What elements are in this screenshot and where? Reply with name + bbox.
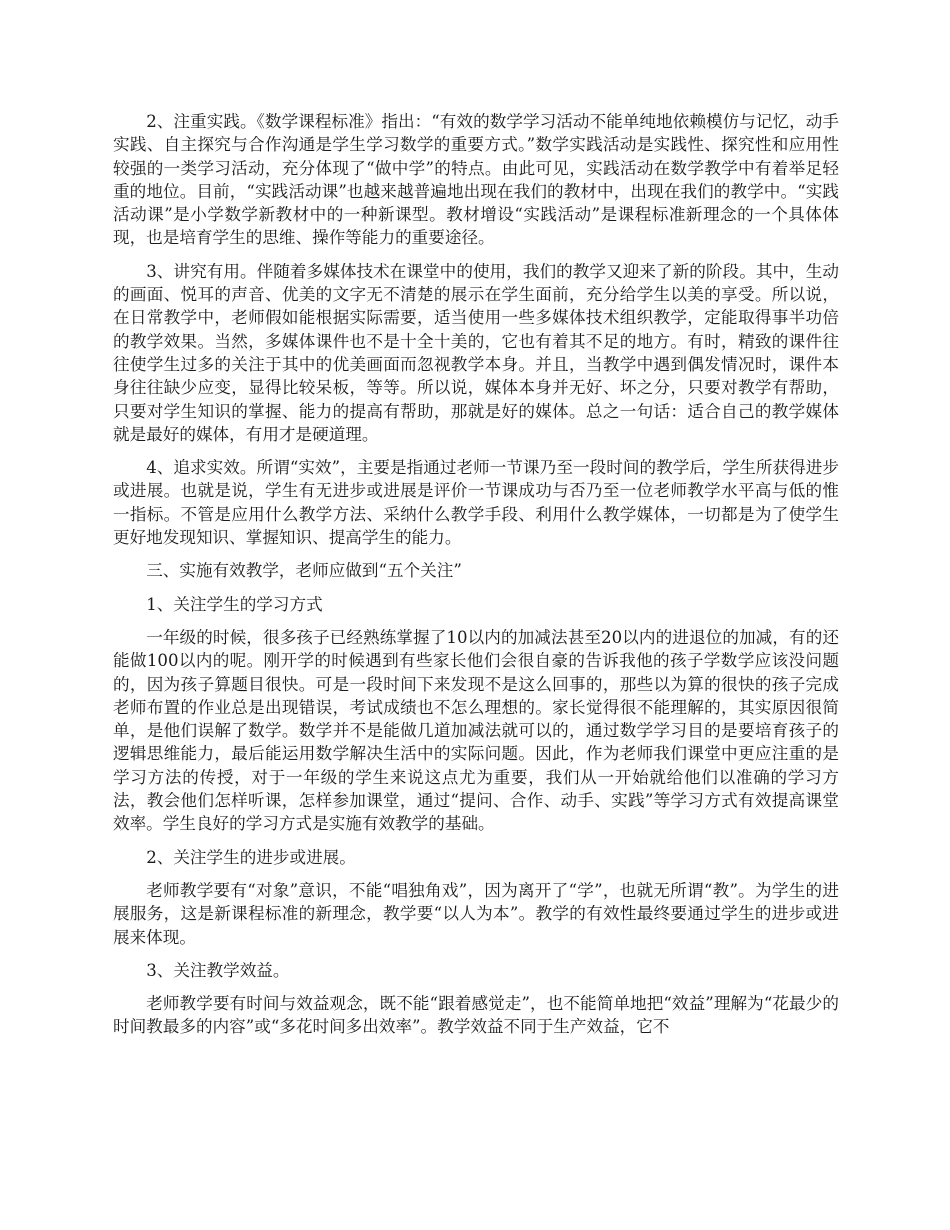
- document-body: [113, 110, 839, 1049]
- subheading-learning-methods: 1、关注学生的学习方式: [146, 594, 323, 614]
- section-heading-five-focuses: 三、实施有效教学，老师应做到“五个关注”: [146, 561, 462, 581]
- paragraph-usefulness: 3、讲究有用。伴随着多媒体技术在课堂中的使用，我们的教学又迎来了新的阶段。其中，生动的画面、悦耳的声音、优美的文字无不清楚的展示在学生面前，充分给学生以美的享受。所以说，在日常教学中，老师假如能根据实际需要，适当使用一些多媒体技术组织教学，定能取得事半功倍的教学效果。当然，多媒体课件也不是十全十美的，它也有着其不足的地方。有时，精致的课件往往使学生过多的关注于其中的优美画面而忽视教学本身。并且，当教学中遇到偶发情况时，课件本身往往缺少应变，显得比较呆板，等等。所以说，媒体本身并无好、坏之分，只要对教学有帮助，只要对学生知识的掌握、能力的提高有帮助，那就是好的媒体。总之一句话：适合自己的教学媒体就是最好的媒体，有用才是硬道理。: [113, 261, 839, 444]
- paragraph-practice: 2、注重实践。《数学课程标准》指出：“有效的数学学习活动不能单纯地依赖模仿与记忆，动手实践、自主探究与合作沟通是学生学习数学的重要方式。”数学实践活动是实践性、探究性和应用性较强的一类学习活动，充分体现了“做中学”的特点。由此可见，实践活动在数学教学中有着举足轻重的地位。目前，“实践活动课”也越来越普遍地出现在我们的教材中，出现在我们的教学中。“实践活动课”是小学数学新教材中的一种新课型。教材增设“实践活动”是课程标准新理念的一个具体体现，也是培育学生的思维、操作等能力的重要途径。: [113, 112, 839, 248]
- paragraph-learning-methods: 一年级的时候，很多孩子已经熟练掌握了10以内的加减法甚至20以内的进退位的加减，有的还能做100以内的呢。刚开学的时候遇到有些家长他们会很自豪的告诉我他的孩子学数学应该没问题的，因为孩子算题目很快。可是一段时间下来发现不是这么回事的，那些以为算的很快的孩子完成老师布置的作业总是出现错误，考试成绩也不怎么理想的。家长觉得很不能理解的，其实原因很简单，是他们误解了数学。数学并不是能做几道加减法就可以的，通过数学学习目的是要培育孩子的逻辑思维能力，最后能运用数学解决生活中的实际问题。因此，作为老师我们课堂中更应注重的是学习方法的传授，对于一年级的学生来说这点尤为重要，我们从一开始就给他们以准确的学习方法，教会他们怎样听课，怎样参加课堂，通过“提问、合作、动手、实践”等学习方式有效提高课堂效率。学生良好的学习方式是实施有效教学的基础。: [113, 627, 839, 834]
- subheading-teaching-benefit: 3、关注教学效益。: [146, 960, 290, 980]
- paragraph-effectiveness: 4、追求实效。所谓“实效”，主要是指通过老师一节课乃至一段时间的教学后，学生所获得进步或进展。也就是说，学生有无进步或进展是评价一节课成功与否乃至一位老师教学水平高与低的惟一指标。不管是应用什么教学方法、采纳什么教学手段、利用什么教学媒体，一切都是为了使学生更好地发现知识、掌握知识、提高学生的能力。: [113, 458, 839, 548]
- paragraph-student-progress: 老师教学要有“对象”意识，不能“唱独角戏”，因为离开了“学”，也就无所谓“教”。为学生的进展服务，这是新课程标准的新理念，教学要“以人为本”。教学的有效性最终要通过学生的进步或进展来体现。: [113, 880, 839, 947]
- paragraph-teaching-benefit: 老师教学要有时间与效益观念，既不能“跟着感觉走”，也不能简单地把“效益”理解为“花最少的时间教最多的内容”或“多花时间多出效率”。教学效益不同于生产效益，它不: [113, 994, 839, 1037]
- subheading-student-progress: 2、关注学生的进步或进展。: [146, 847, 356, 867]
